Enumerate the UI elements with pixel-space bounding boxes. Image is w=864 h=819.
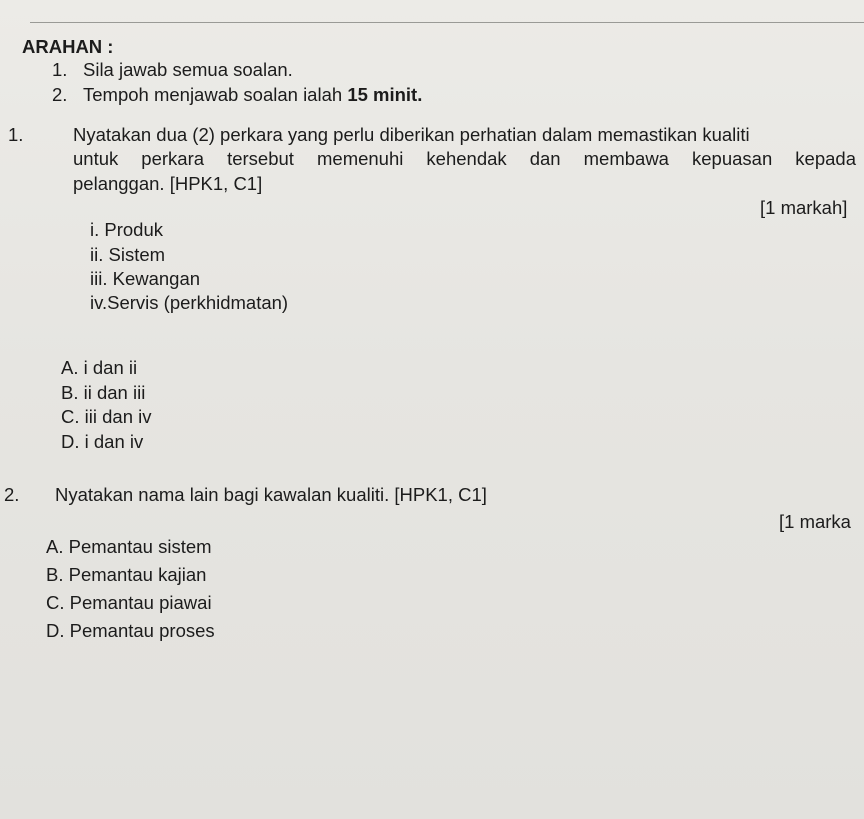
question-1-option-b: B. ii dan iii <box>61 382 146 403</box>
question-2-option-c: C. Pemantau piawai <box>46 592 212 613</box>
question-1-item-ii: ii. Sistem <box>90 244 166 265</box>
question-1-line-3: pelanggan. [HPK1, C1] <box>73 173 263 194</box>
question-1-item-i: i. Produk <box>90 219 164 240</box>
question-2-option-d: D. Pemantau proses <box>46 620 215 641</box>
question-2-marks: [1 marka <box>779 511 851 532</box>
question-1-option-a: A. i dan ii <box>61 357 138 378</box>
instruction-2-plain: Tempoh menjawab soalan ialah <box>83 84 348 105</box>
question-1-number: 1. <box>8 124 24 145</box>
question-1-option-d: D. i dan iv <box>61 431 144 452</box>
question-2-number: 2. <box>4 484 20 505</box>
instruction-2-emphasis: 15 minit. <box>347 84 423 105</box>
question-1-item-iv: iv.Servis (perkhidmatan) <box>90 292 289 313</box>
instruction-1-text: Sila jawab semua soalan. <box>83 59 293 80</box>
question-1-item-iii: iii. Kewangan <box>90 268 201 289</box>
question-1-marks: [1 markah] <box>760 197 848 218</box>
top-rule <box>30 22 864 23</box>
question-1-line-1: Nyatakan dua (2) perkara yang perlu diberikan perhatian dalam memastikan kualiti <box>73 124 750 145</box>
instruction-2-number: 2. <box>52 84 68 105</box>
question-2-option-a: A. Pemantau sistem <box>46 536 212 557</box>
instructions-heading: ARAHAN : <box>22 36 114 57</box>
question-1-line-2: untuk perkara tersebut memenuhi kehendak dan membawa kepuasan kepada <box>73 148 856 169</box>
instruction-1-number: 1. <box>52 59 68 80</box>
instruction-2-text <box>83 84 422 106</box>
question-1-option-c: C. iii dan iv <box>61 406 152 427</box>
question-2-text: Nyatakan nama lain bagi kawalan kualiti. [HPK1, C1] <box>55 484 487 505</box>
question-2-option-b: B. Pemantau kajian <box>46 564 207 585</box>
